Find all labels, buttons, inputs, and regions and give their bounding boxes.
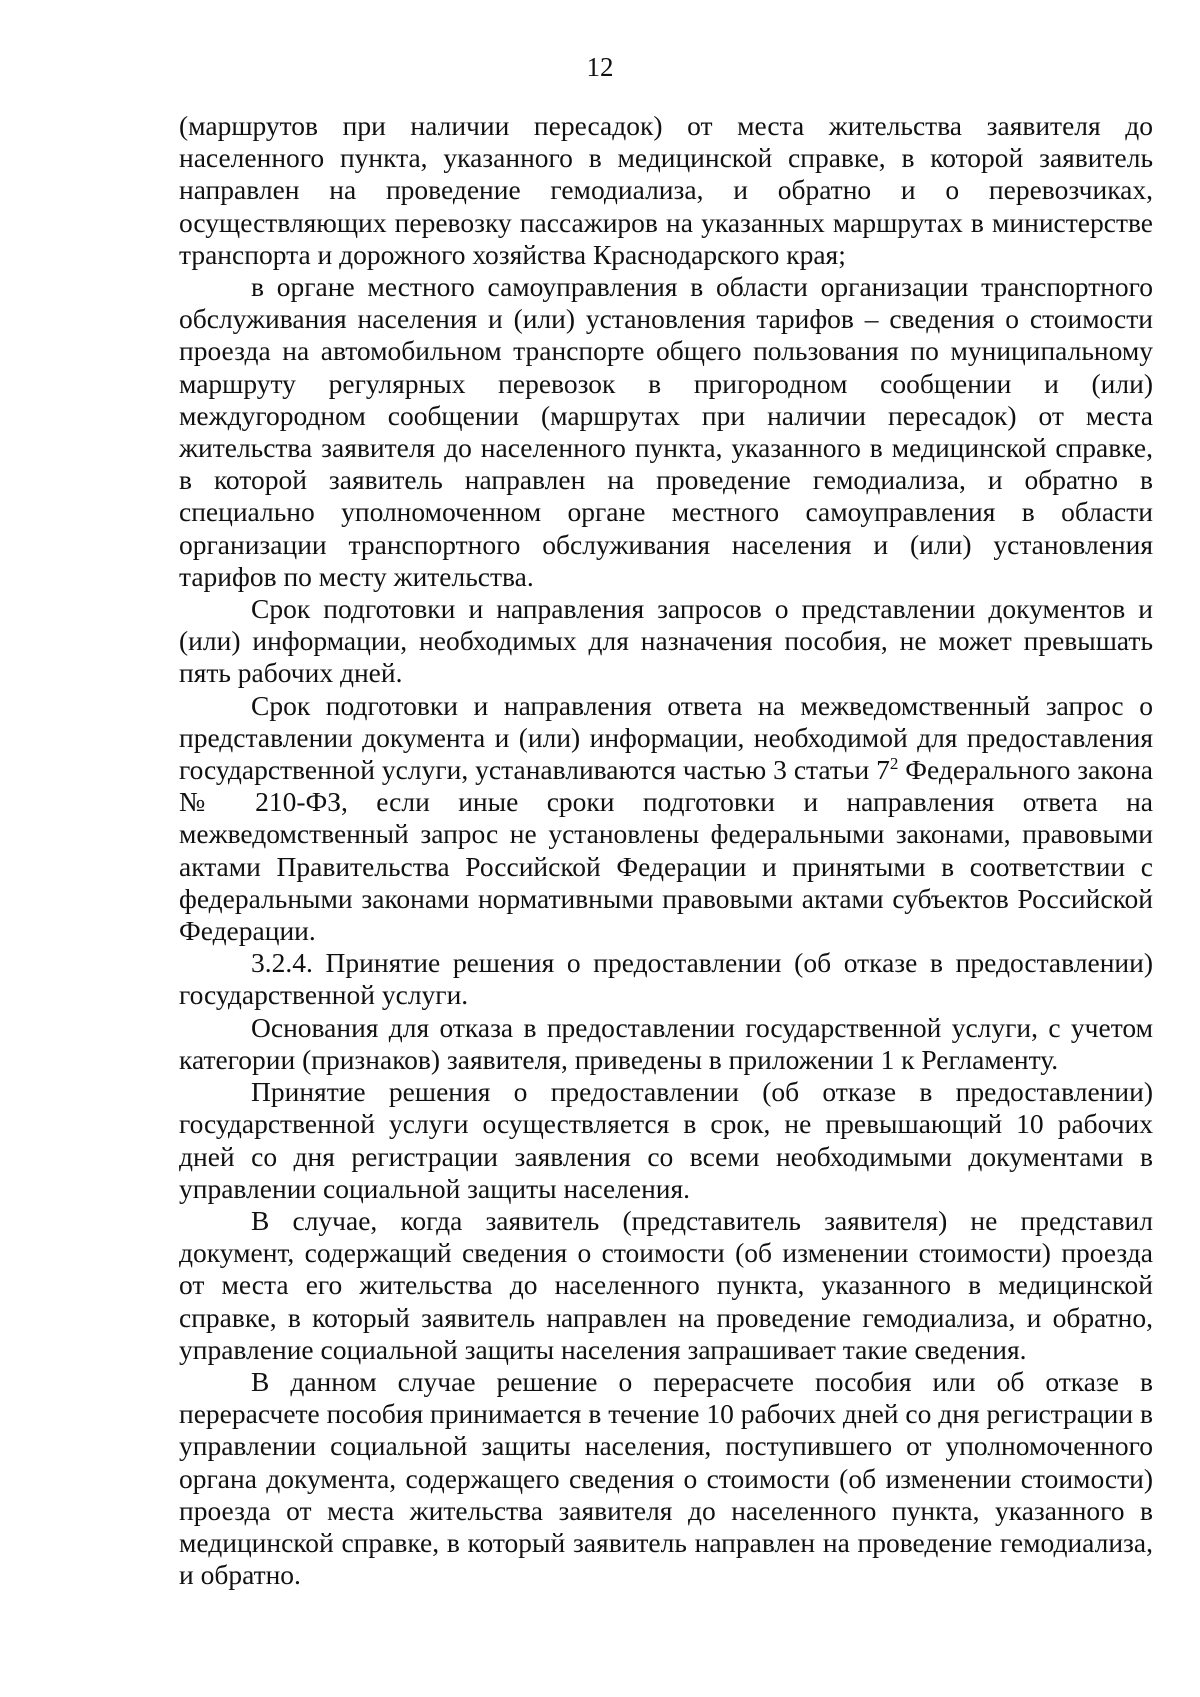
page-number: 12	[586, 52, 614, 82]
paragraph-local-government-request: в органе местного самоуправления в области организации транспортного обслуживания населения и (или) установления тарифов – сведения о стоимости проезда на автомобильном транспорте общего пользования по муниципальному маршруту регулярных перевозок в пригородном сообщении и (или) междугородном сообщении (маршрутах при наличии пересадок) от места жительства заявителя до населенного пункта, указанного в медицинской справке, в которой заявитель направлен на проведение гемодиализа, и обратно в специально уполномоченном органе местного самоуправления в области организации транспортного обслуживания населения и (или) установления тарифов по месту жительства.	[179, 271, 1153, 592]
paragraph-recalculation-decision: В данном случае решение о перерасчете пособия или об отказе в перерасчете пособия принимается в течение 10 рабочих дней со дня регистрации в управлении социальной защиты населения, поступившего от уполномоченного органа документа, содержащего сведения о стоимости (об изменении стоимости) проезда от места жительства заявителя до населенного пункта, указанного в медицинской справке, в который заявитель направлен на проведение гемодиализа, и обратно.	[179, 1365, 1153, 1591]
paragraph-missing-document-case: В случае, когда заявитель (представитель заявителя) не представил документ, содержащий сведения о стоимости (об изменении стоимости) проезда от места его жительства до населенного пункта, указанного в медицинской справке, в который заявитель направлен на проведение гемодиализа, и обратно, управление социальной защиты населения запрашивает такие сведения.	[179, 1204, 1153, 1365]
paragraph-refusal-grounds: Основания для отказа в предоставлении государственной услуги, с учетом категории (признаков) заявителя, приведены в приложении 1 к Регламенту.	[179, 1011, 1153, 1075]
paragraph-request-deadline: Срок подготовки и направления запросов о представлении документов и (или) информации, необходимых для назначения пособия, не может превышать пять рабочих дней.	[179, 593, 1153, 689]
paragraph-section-3-2-4-heading: 3.2.4. Принятие решения о предоставлении (об отказе в предоставлении) государственной услуги.	[179, 947, 1153, 1011]
document-body	[179, 110, 1153, 1591]
paragraph-route-continuation: (маршрутов при наличии пересадок) от места жительства заявителя до населенного пункта, указанного в медицинской справке, в которой заявитель направлен на проведение гемодиализа, и обратно и о перевозчиках, осуществляющих перевозку пассажиров на указанных маршрутах в министерстве транспорта и дорожного хозяйства Краснодарского края;	[179, 110, 1153, 270]
paragraph-text-before-superscript: Срок подготовки и направления ответа на межведомственный запрос о представлении документа и (или) информации, необходимой для предоставления государственной услуги, устанавливаются частью 3 статьи 7	[179, 689, 1153, 786]
paragraph-text-after-superscript: Федерального закона № 210-ФЗ, если иные сроки подготовки и направления ответа на межведомственный запрос не установлены федеральными законами, правовыми актами Правительства Российской Федерации и принятыми в соответствии с федеральными законами нормативными правовыми актами субъектов Российской Федерации.	[179, 754, 1153, 947]
paragraph-interagency-response-deadline	[179, 690, 1153, 948]
paragraph-decision-deadline: Принятие решения о предоставлении (об отказе в предоставлении) государственной услуги осуществляется в срок, не превышающий 10 рабочих дней со дня регистрации заявления со всеми необходимыми документами в управлении социальной защиты населения.	[179, 1076, 1153, 1204]
article-superscript: 2	[889, 753, 899, 773]
